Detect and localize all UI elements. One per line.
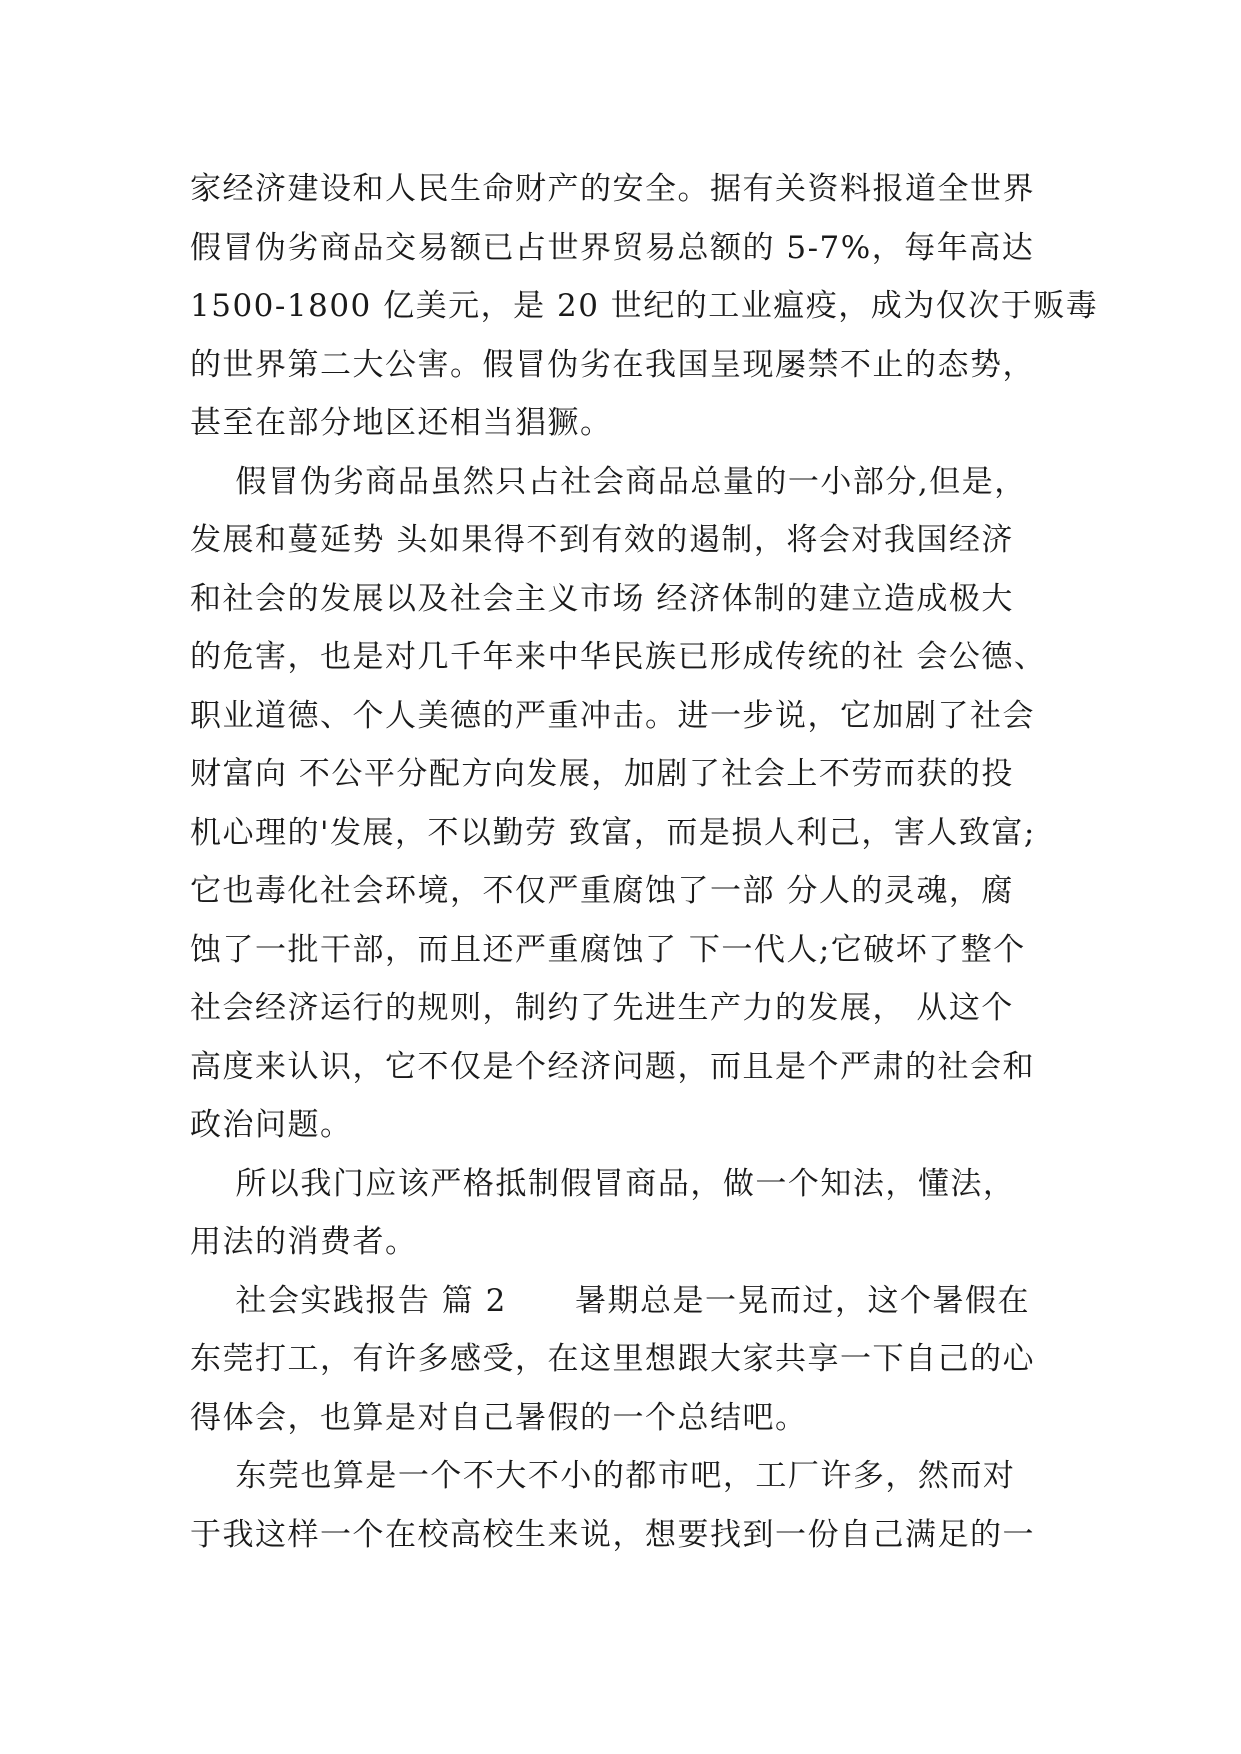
text-line: 社会经济运行的规则，制约了先进生产力的发展， 从这个 — [190, 990, 1014, 1026]
text-line: 假冒伪劣商品交易额已占世界贸易总额的 5-7%，每年高达 — [190, 229, 1035, 266]
text-line: 它也毒化社会环境，不仅严重腐蚀了一部 分人的灵魂，腐 — [190, 873, 1014, 909]
text-line: 机心理的'发展，不以勤劳 致富，而是损人利己，害人致富; — [190, 814, 1036, 851]
text-line: 职业道德、个人美德的严重冲击。进一步说，它加剧了社会 — [190, 697, 1035, 734]
text-line: 东莞打工，有许多感受，在这里想跟大家共享一下自己的心 — [190, 1341, 1035, 1377]
text-line: 甚至在部分地区还相当猖獗。 — [190, 405, 613, 441]
text-line: 和社会的发展以及社会主义市场 经济体制的建立造成极大 — [190, 580, 1014, 617]
text-line: 的世界第二大公害。假冒伪劣在我国呈现屡禁不止的态势， — [190, 346, 1035, 383]
text-line: 高度来认识，它不仅是个经济问题，而且是个严肃的社会和 — [190, 1048, 1035, 1085]
text-line: 于我这样一个在校高校生来说，想要找到一份自己满足的一 — [190, 1516, 1035, 1553]
text-line: 所以我门应该严格抵制假冒商品，做一个知法，懂法， — [190, 1165, 1016, 1202]
text-line: 1500-1800 亿美元，是 20 世纪的工业瘟疫，成为仅次于贩毒 — [190, 288, 1099, 324]
text-line: 得体会，也算是对自己暑假的一个总结吧。 — [190, 1399, 808, 1436]
text-line: 蚀了一批干部，而且还严重腐蚀了 下一代人;它破坏了整个 — [190, 931, 1026, 968]
text-line: 政治问题。 — [190, 1107, 353, 1143]
text-line: 发展和蔓延势 头如果得不到有效的遏制，将会对我国经济 — [190, 522, 1014, 558]
section-heading-line: 社会实践报告 篇 2 暑期总是一晃而过，这个暑假在 — [190, 1282, 1030, 1319]
text-line: 用法的消费者。 — [190, 1224, 418, 1260]
text-line: 家经济建设和人民生命财产的安全。据有关资料报道全世界 — [190, 171, 1035, 207]
text-line: 假冒伪劣商品虽然只占社会商品总量的一小部分,但是， — [190, 463, 1027, 500]
text-line: 财富向 不公平分配方向发展，加剧了社会上不劳而获的投 — [190, 756, 1014, 792]
text-line: 东莞也算是一个不大不小的都市吧，工厂许多，然而对 — [190, 1458, 1016, 1494]
document-body — [190, 160, 1099, 1564]
text-line: 的危害，也是对几千年来中华民族已形成传统的社 会公德、 — [190, 639, 1047, 675]
